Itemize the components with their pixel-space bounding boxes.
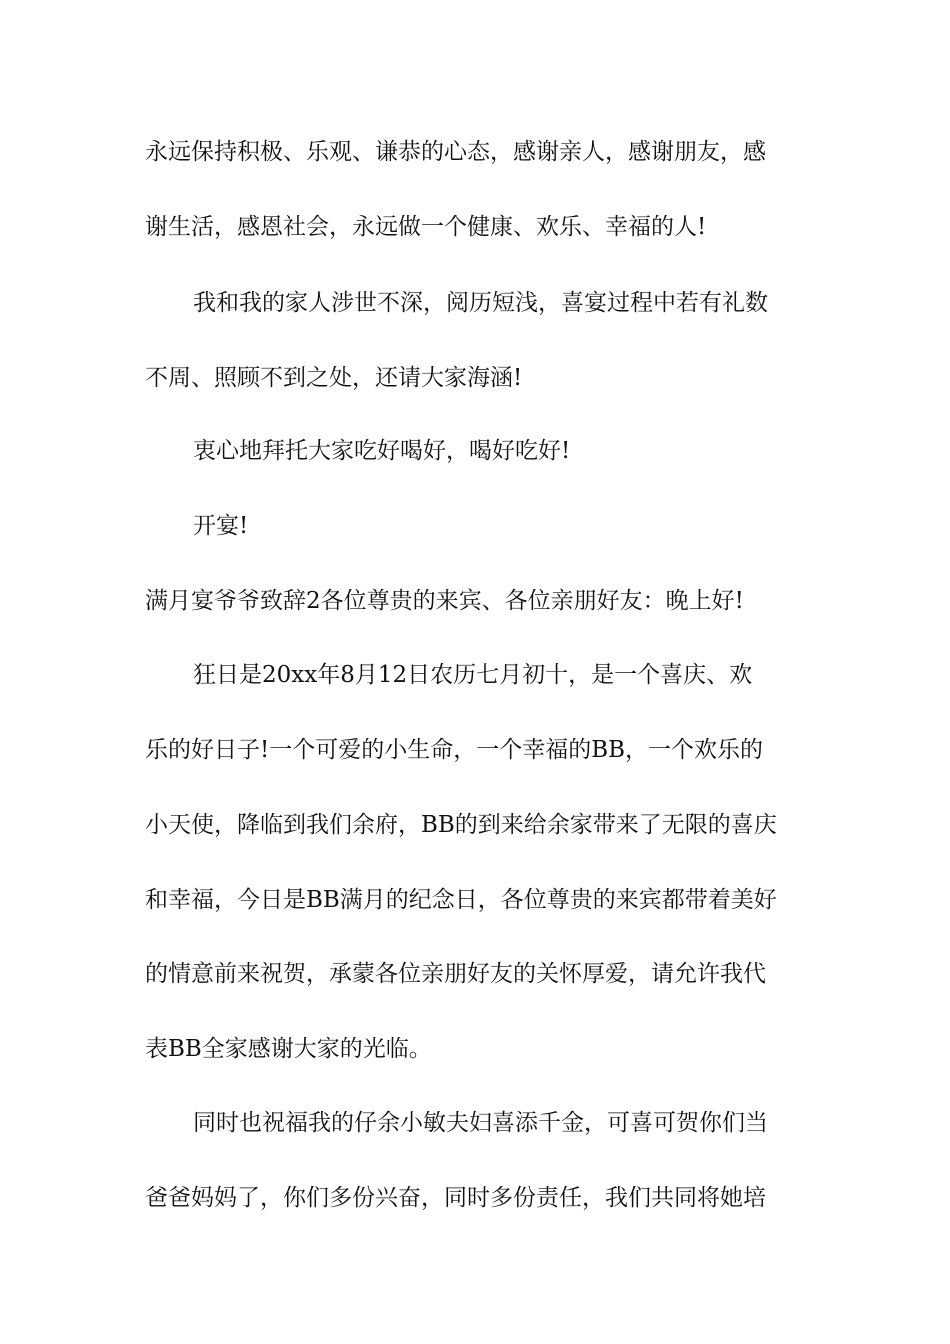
paragraph-start-line: 同时也祝福我的仔余小敏夫妇喜添千金，可喜可贺你们当	[193, 1110, 768, 1136]
section-heading-line: 满月宴爷爷致辞2各位尊贵的来宾、各位亲朋好友：晚上好!	[145, 588, 744, 614]
paragraph-start-line: 狂日是20xx年8月12日农历七月初十，是一个喜庆、欢	[193, 662, 753, 688]
text-line: 的情意前来祝贺，承蒙各位亲朋好友的关怀厚爱，请允许我代	[145, 961, 766, 987]
text-line: 爸爸妈妈了，你们多份兴奋，同时多份责任，我们共同将她培	[145, 1185, 766, 1211]
paragraph-start-line: 开宴!	[193, 513, 249, 539]
text-line: 小天使，降临到我们余府，BB的到来给余家带来了无限的喜庆	[145, 812, 777, 838]
text-line: 和幸福，今日是BB满月的纪念日，各位尊贵的来宾都带着美好	[145, 887, 777, 913]
text-line: 乐的好日子!一个可爱的小生命，一个幸福的BB，一个欢乐的	[145, 737, 764, 763]
paragraph-start-line: 衷心地拜托大家吃好喝好，喝好吃好!	[193, 438, 571, 464]
text-line: 谢生活，感恩社会，永远做一个健康、欢乐、幸福的人!	[145, 214, 707, 240]
text-line: 不周、照顾不到之处，还请大家海涵!	[145, 365, 523, 391]
text-line: 表BB全家感谢大家的光临。	[145, 1036, 432, 1062]
text-line: 永远保持积极、乐观、谦恭的心态，感谢亲人，感谢朋友，感	[145, 139, 766, 165]
paragraph-start-line: 我和我的家人涉世不深，阅历短浅，喜宴过程中若有礼数	[193, 290, 768, 316]
